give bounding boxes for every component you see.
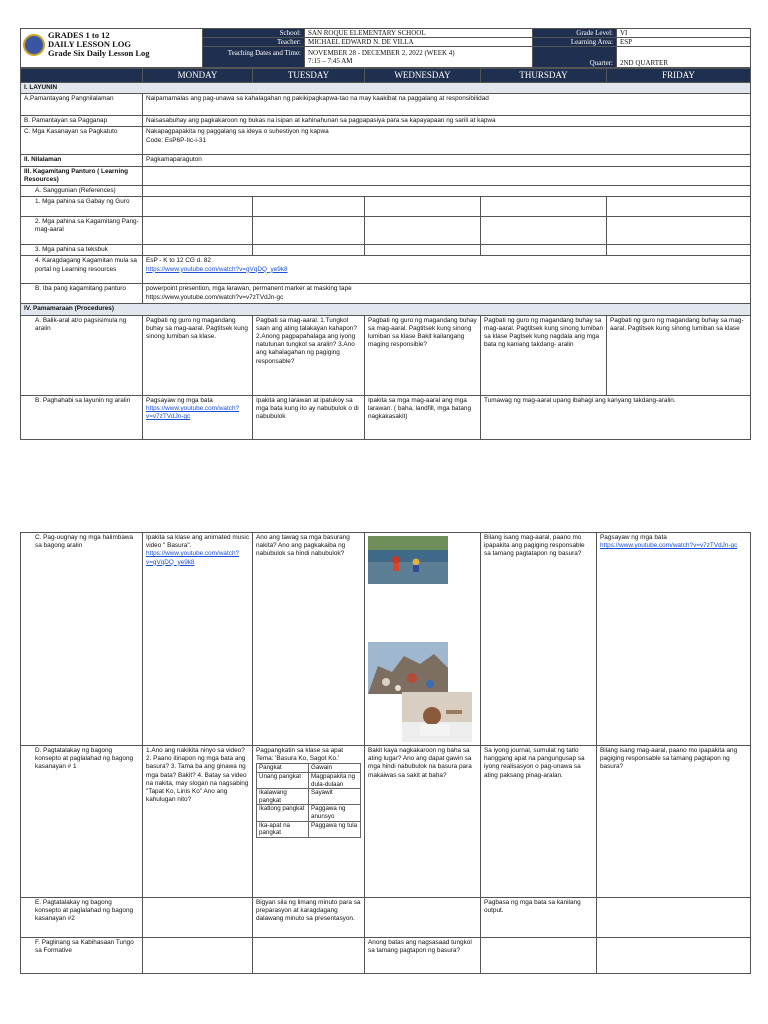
resource-4-link[interactable]: https://www.youtube.com/watch?v=gVqDQ_ye9k8 [146,265,288,273]
teacher-label: Teacher: [203,38,305,47]
groups-table [256,763,361,837]
procedure-e-wed [365,898,481,938]
procedure-a-fri: Pagbati ng guro ng magandang buhay sa mag-aaral. Pagtitsek kung sinong lumiban sa klase [607,315,751,395]
objective-b-label: B. Pamantayan sa Pagganap [21,116,143,127]
header-table [20,28,751,68]
resource-3-thu [481,245,607,256]
resource-b-text: powerpoint presention, mga larawan, permanent marker at masking tape [146,285,352,293]
procedure-c-mon-text: Ipakita sa klase ang animated music video " Basura". [146,534,250,550]
procedure-e-tue: Bigyan sila ng limang minuto para sa preparasyon at karagdagang dalawang minuto sa presentasyon. [253,898,365,938]
resource-b-label: B. Iba pang kagamitang panturo [21,284,143,304]
resource-b-url: https://www.youtube.com/watch?v=v7zTVdJn-gc [146,293,284,301]
procedure-a-tue: Pagbati sa mag-aaral. 1.Tungkol saan ang ating talakayan kahapon? 2.Anong pagpapahalaga ang iyong natutunan tungkol sa aralin? 3.Ano ang kahalagahan ng pagiging responsable? [253,315,365,395]
procedure-f-fri [597,938,751,974]
resource-2-mon [143,217,253,245]
objective-a-text: Naipamamalas ang pag-unawa sa kahalagahan ng pakikipagkapwa-tao na may kaakibat na paggalang at responsibilidad [143,94,751,116]
procedure-c-mon-link[interactable]: https://www.youtube.com/watch?v=gVqDQ_ye9k8 [146,550,240,566]
procedure-c-fri [597,533,751,746]
procedure-e-mon [143,898,253,938]
procedure-e-label: E. Pagtatalakay ng bagong konsepto at paglalahad ng bagong kasanayan #2 [21,898,143,938]
procedure-d-wed: Bakit kaya nagkakaroon ng baha sa ating lugar? Ano ang dapat gawin sa mga hindi nabubulok na basura para makaiwas sa sakit at baha? [365,746,481,898]
resource-1-label: 1. Mga pahina sa Gabay ng Guro [21,197,143,217]
deped-seal-icon [23,34,45,56]
resource-3-wed [365,245,481,256]
procedure-d-tue-text: Pagpangkatin sa klase sa apat Tema: 'Basura Ko, Sagot Ko.' [256,747,344,763]
procedure-d-thu: Sa iyong journal, sumulat ng tatlo hanggang apat na pangungusap sa iyong realisasyon o pag-unawa sa ating paksang pinag-aralan. [481,746,597,898]
procedure-f-thu [481,938,597,974]
resource-b-cell [143,284,751,304]
section-kagamitan: III. Kagamitang Panturo ( Learning Resources) [21,166,143,185]
objective-c-code: Code: EsP6P-IIc-i-31 [146,136,207,144]
resource-4-cell [143,256,751,284]
procedure-c-fri-link[interactable]: https://www.youtube.com/watch?v=v7zTVdJn-gc [600,542,738,550]
group-1-name: Unang pangkat [257,773,309,789]
procedure-b-mon-text: Pagsayaw ng mga bata [146,396,213,404]
section-layunin: I. LAYUNIN [21,83,751,94]
resource-4-label: 4. Karagdagang Kagamitan mula sa portal ng Learning resources [21,256,143,284]
dates-value [305,47,533,68]
resource-1-mon [143,197,253,217]
procedure-b-tue: Ipakita ang larawan at ipatukoy sa mga bata kung ito ay nabubulok o di nabubulok [253,395,365,439]
learning-area-value: ESP [617,38,751,47]
group-2-name: Ikalawang pangkat [257,789,309,805]
procedure-a-label: A. Balik-aral at/o pagsisimula ng aralin [21,315,143,395]
procedure-b-wed: Ipakita sa mga mag-aaral ang mga larawan. ( baha, landfill, mga batang nagkakasakit) [365,395,481,439]
groups-header-pangkat: Pangkat [257,764,309,773]
resource-1-fri [607,197,751,217]
references-blank [143,186,751,197]
resource-3-fri [607,245,751,256]
nilalaman-text: Pagkamaparaguton [143,155,751,166]
procedure-b-label: B. Paghahabi sa layunin ng aralin [21,395,143,439]
day-monday: MONDAY [143,69,253,83]
title-dll: DAILY LESSON LOG [48,39,131,49]
kagamitan-blank [143,166,751,185]
quarter-label: Quarter: [533,47,617,68]
procedure-c-label: C. Pag-uugnay ng mga halimbawa sa bagong aralin [21,533,143,746]
group-1-task: Magpapakita ng dula-dulaan [309,773,361,789]
resource-2-fri [607,217,751,245]
teacher-value: MICHAEL EDWARD N. DE VILLA [305,38,533,47]
flood-photo-icon [368,536,448,584]
sick-child-photo-icon [402,692,472,742]
dates-label: Teaching Dates and Time: [203,47,305,68]
resource-4-text: EsP - K to 12 CG d. 82 [146,257,211,265]
day-tuesday: TUESDAY [253,69,365,83]
group-3-name: Ikatlong pangkat [257,805,309,821]
procedure-d-label: D. Pagtatalakay ng bagong konsepto at paglalahad ng bagong kasanayan # 1 [21,746,143,898]
procedure-d-tue [253,746,365,898]
group-3-task: Paggawa ng anunsyo [309,805,361,821]
references-label: A. Sanggunian (References) [21,186,143,197]
procedure-e-thu: Pagbasa ng mga bata sa kanilang output. [481,898,597,938]
day-wednesday: WEDNESDAY [365,69,481,83]
quarter-value: 2ND QUARTER [617,47,751,68]
grade-level-label: Grade Level: [533,29,617,38]
group-4-name: Ika-apat na pangkat [257,821,309,837]
procedure-f-label: F. Paglinang sa Kabihasaan Tungo sa Formative [21,938,143,974]
grade-level-value: VI [617,29,751,38]
section-nilalaman: II. Nilalaman [21,155,143,166]
resource-2-tue [253,217,365,245]
school-value: SAN ROQUE ELEMENTARY SCHOOL [305,29,533,38]
procedure-e-fri [597,898,751,938]
resource-3-label: 3. Mga pahina sa teksbuk [21,245,143,256]
resource-3-tue [253,245,365,256]
resource-3-mon [143,245,253,256]
lesson-log-page-2 [20,532,750,974]
procedure-d-mon: 1.Ano ang nakikita ninyo sa video? 2. Paano itinapon ng mga bata ang basura? 3. Tama ba ang ginawa ng mga bata? Bakit? 4. Batay sa video na nakita, may slogan na nagsabing "Tapat Ko, Linis Ko" Ano ang kahulugan nito? [143,746,253,898]
procedure-b-mon-link[interactable]: https://www.youtube.com/watch?v=v7zTVdJn-gc [146,404,240,421]
procedure-d-fri: Bilang isang mag-aaral, paano mo ipapakita ang pagiging responsable sa tamang pagtapon ng basura? [597,746,751,898]
procedure-c-thu: Bilang isang mag-aaral, paano mo ipapakita ang pagiging responsable sa tamang pagtatapon ng basura? [481,533,597,746]
days-header-blank [21,69,143,83]
procedure-b-mon [143,395,253,439]
group-2-task: Sayawit [309,789,361,805]
group-4-task: Paggawa ng tula [309,821,361,837]
title-grade-six: Grade Six Daily Lesson Log [48,48,150,58]
day-friday: FRIDAY [607,69,751,83]
teaching-time: 7:15 – 7:45 AM [308,57,353,65]
resource-2-thu [481,217,607,245]
procedure-c-wed [365,533,481,746]
procedure-a-thu: Pagbati ng guro ng magandang buhay sa mag-aaral. Pagtitsek kung sinong lumiban sa klase Pagtsek kung nagdala ang mga bata ng kaniang takdang- aralin [481,315,607,395]
learning-area-label: Learning Area: [533,38,617,47]
resource-1-tue [253,197,365,217]
objective-a-label: A.Pamantayang Pangnilalaman [21,94,143,116]
procedure-a-mon: Pagbati ng guro ng magandang buhay sa mag-aaral. Pagtitsek kung sinong lumiban sa klase. [143,315,253,395]
resource-1-wed [365,197,481,217]
lesson-table-2 [20,532,751,974]
lesson-table-1 [20,68,751,440]
days-header-row [21,69,751,83]
procedure-c-fri-text: Pagsayaw ng mga bata [600,534,667,541]
groups-header-gawain: Gawain [309,764,361,773]
teaching-dates: NOVEMBER 28 - DECEMBER 2, 2022 (WEEK 4) [308,49,455,57]
resource-1-thu [481,197,607,217]
title-grades: GRADES 1 to 12 [48,30,110,40]
objective-c-text: Nakapagpapakita ng paggalang sa ideya o suhestiyon ng kapwa [146,128,329,136]
procedure-b-thu-fri: Tumawag ng mag-aaral upang ibahagi ang kanyang takdang-aralin. [481,395,751,439]
procedure-f-tue [253,938,365,974]
procedure-c-mon [143,533,253,746]
procedure-c-tue: Ano ang tawag sa mga basurang nakita? Ano ang pagkakaiba ng nabubulok sa hindi nabubulok? [253,533,365,746]
objective-c-cell [143,127,751,155]
resource-2-label: 2. Mga pahina sa Kagamitang Pang-mag-aaral [21,217,143,245]
resource-2-wed [365,217,481,245]
procedure-a-wed: Pagbati ng guro ng magandang buhay sa mag-aaral. Pagtitsek kung sinong lumiban sa klase Bakit kailangang maging responsible? [365,315,481,395]
objective-c-label: C. Mga Kasanayan sa Pagkatuto [21,127,143,155]
section-pamamaraan: IV. Pamamaraan (Procedures) [21,304,751,315]
procedure-f-mon [143,938,253,974]
school-label: School: [203,29,305,38]
lesson-log-page-1 [20,28,750,440]
day-thursday: THURSDAY [481,69,607,83]
procedure-f-wed: Anong batas ang nagsasaad tungkol sa tamang pagtapon ng basura? [365,938,481,974]
landfill-photo-icon [368,642,448,694]
objective-b-text: Naisasabuhay ang pagkakaroon ng bukas na isipan at kahinahunan sa pagpapasiya para sa kapayapaan ng sarili at kapwa [143,116,751,127]
title-block [21,29,203,68]
